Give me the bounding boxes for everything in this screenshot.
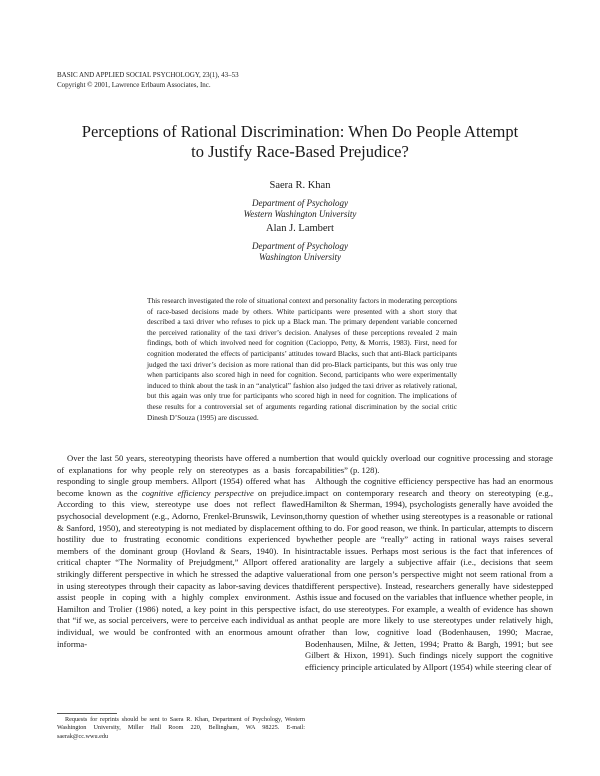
paragraph-text: on prejudice. According to this view, stereotype use does not reflect flawed psychosocial development (e.g., Adorno, Frenkel-Brunswik, Levinson, & Sanford, 1950), and stereotyping is not mediated by displacement of hostility due to frustrating economic conditions experienced by members of the dominant group (Hovland & Sears, 1940). In his critical chapter “The Normality of Prejudgment,” Allport offered a strikingly different perspective in which he stressed the adaptive value in using stereotypes through their capacity as labor-saving devices that assist people in coping with a highly complex environment. As Hamilton and Trolier (1986) noted, a key point in this perspective is that “if we, as social perceivers, were to perceive each individual as an individual, we would be confronted with an enormous amount of informa- — [57, 487, 305, 649]
author-department: Department of Psychology — [252, 241, 348, 251]
author-1 — [100, 179, 500, 220]
body-column-left — [57, 453, 305, 650]
copyright-line: Copyright © 2001, Lawrence Erlbaum Associates, Inc. — [57, 80, 211, 89]
paragraph-text: Over the last 50 years, stereotyping theorists have offered a number of explanations for why people rely on stereotypes as a basis for responding to single group members. Allport (1954) offered what has become known as the — [57, 453, 305, 498]
author-institution: Western Washington University — [243, 209, 357, 219]
footnote: Requests for reprints should be sent to Saera R. Khan, Department of Psychology, Western Washington University, Miller Hall Room 220, Bellingham, WA 98225. E-mail: saerak@cc.wwu.edu — [57, 716, 305, 740]
title-line-1: Perceptions of Rational Discrimination: When Do People Attempt — [81, 122, 519, 141]
footnote-divider — [57, 713, 117, 714]
author-department: Department of Psychology — [252, 198, 348, 208]
body-paragraph — [57, 453, 305, 650]
running-header — [57, 71, 239, 90]
author-name: Alan J. Lambert — [266, 223, 334, 234]
journal-citation: BASIC AND APPLIED SOCIAL PSYCHOLOGY, 23(1), 43–53 — [57, 71, 239, 79]
author-2 — [100, 222, 500, 263]
emphasized-term: cognitive efficiency perspective — [141, 487, 254, 498]
abstract: This research investigated the role of situational context and personality factors in moderating perceptions of race-based decisions made by others. White participants were presented with a short story that described a taxi driver who refuses to pick up a Black man. The primary dependent variable concerned the perceived rationality of the taxi driver’s decision. Analyses of these perceptions revealed 2 main findings, both of which involved need for cognition (Cacioppo, Petty, & Morris, 1983). First, need for cognition moderated the effects of participants’ attitudes toward Blacks, such that anti-Black participants judged the taxi driver’s decision as more rational than did pro-Black participants, but this was only true when participants also scored high in need for cognition. Second, participants who were experimentally induced to think about the task in an “analytical” fashion also judged the taxi driver as relatively rational, but this again was only true for participants who scored high in need for cognition. The implications of these results for a controversial set of arguments regarding rational discrimination by the social critic Dinesh D’Souza (1995) are discussed. — [147, 296, 457, 422]
author-institution: Washington University — [259, 252, 341, 262]
body-paragraph: Although the cognitive efficiency perspective has had an enormous impact on contemporary research and theory on stereotyping (e.g., Hamilton & Sherman, 1994), psychologists generally have avoided the thorny question of whether using stereotypes is a reasonable or rational thing to do. For good reason, we think. In particular, attempts to discern whether people are “really” acting in rational ways raises several intractable issues. Perhaps most serious is the fact that inferences of rationality are largely a subjective affair (i.e., decisions that seem rational from one person’s perspective might not seem rational from a different perspective). Instead, researchers generally have sidestepped this issue and focused on the variables that influence whether people, in fact, do use stereotypes. For example, a wealth of evidence has shown that people are more likely to use stereotypes under relatively high, rather than low, cognitive load (Bodenhausen, 1990; Macrae, Bodenhausen, Milne, & Jetten, 1994; Pratto & Bargh, 1991; but see Gilbert & Hixon, 1991). Such findings nicely support the cognitive efficiency principle articulated by Allport (1954) while steering clear of — [305, 476, 553, 672]
author-name: Saera R. Khan — [269, 180, 331, 191]
paper-title — [40, 122, 560, 162]
title-line-2: to Justify Race-Based Prejudice? — [191, 142, 409, 161]
body-column-right — [305, 453, 553, 673]
body-paragraph: tion that would quickly overload our cognitive processing and storage capabilities” (p. 128). — [305, 453, 553, 475]
